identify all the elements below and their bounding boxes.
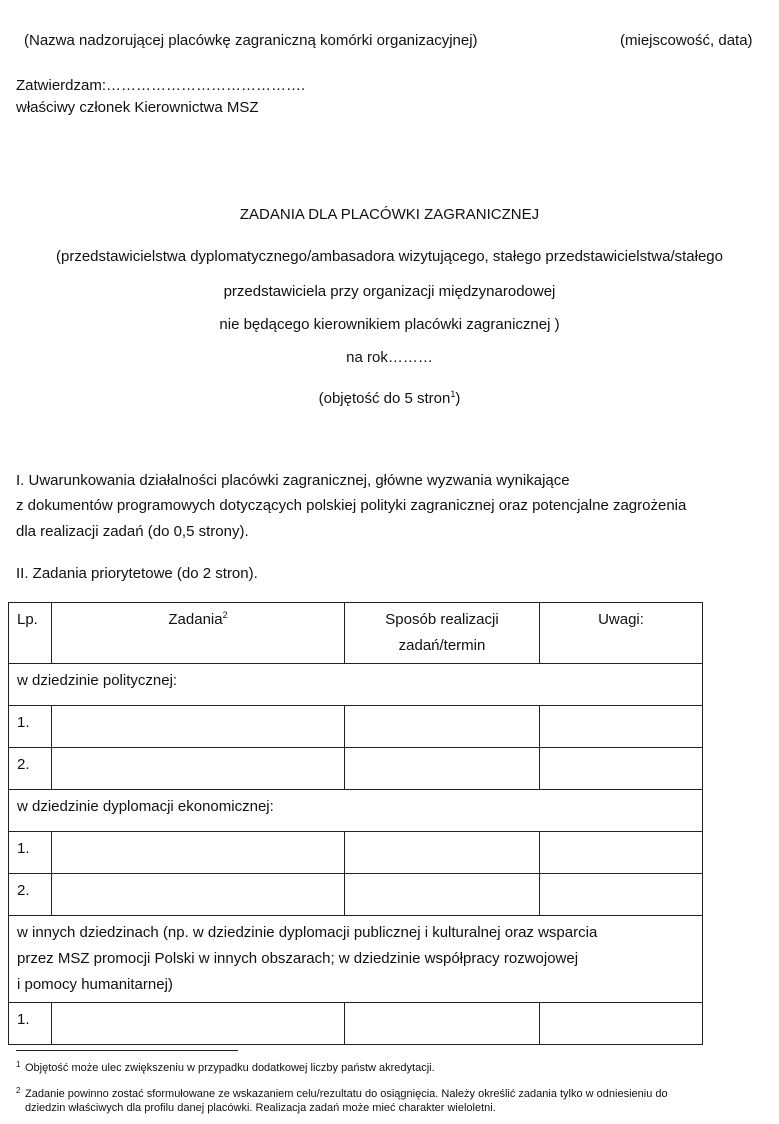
- tasks-table: [8, 602, 703, 1045]
- task-cell[interactable]: [52, 748, 345, 790]
- notes-cell[interactable]: [540, 1003, 703, 1045]
- document-title: ZADANIA DLA PLACÓWKI ZAGRANICZNEJ: [239, 206, 540, 223]
- title-volume-text: (objętość do 5 stron: [318, 390, 451, 407]
- section-economic-label: w dziedzinie dyplomacji ekonomicznej:: [9, 790, 703, 832]
- approval-role: właściwy członek Kierownictwa MSZ: [16, 99, 259, 116]
- row-number: 2.: [9, 874, 52, 916]
- section-row-other: [9, 916, 703, 1003]
- place-date-label: (miejscowość, data): [620, 32, 753, 49]
- table-row: [9, 748, 703, 790]
- footnote-1-text: Objętość może ulec zwiększeniu w przypadku dodatkowej liczby państw akredytacji.: [25, 1062, 435, 1074]
- header-notes: Uwagi:: [540, 603, 703, 664]
- method-cell[interactable]: [345, 832, 540, 874]
- header-tasks-label: Zadania: [168, 611, 223, 628]
- section-2-heading: II. Zadania priorytetowe (do 2 stron).: [16, 565, 258, 582]
- method-cell[interactable]: [345, 706, 540, 748]
- footnote-ref-2: 2: [222, 610, 228, 620]
- footnote-1-number: 1: [16, 1060, 21, 1069]
- header-method-line-1: Sposób realizacji: [385, 611, 499, 628]
- table-row: [9, 874, 703, 916]
- approval-line: Zatwierdzam:………………………………….: [16, 77, 306, 94]
- header-method: [345, 603, 540, 664]
- section-other-label: [9, 916, 703, 1003]
- section-other-line-1: w innych dziedzinach (np. w dziedzinie dyplomacji publicznej i kulturalnej oraz wsparcia: [17, 924, 598, 941]
- method-cell[interactable]: [345, 874, 540, 916]
- table-row: [9, 832, 703, 874]
- footnote-2: [16, 1087, 771, 1115]
- table-row: [9, 706, 703, 748]
- footnote-2-number: 2: [16, 1086, 21, 1095]
- title-line-3: nie będącego kierownikiem placówki zagranicznej ): [219, 316, 560, 333]
- header-lp: Lp.: [9, 603, 52, 664]
- row-number: 1.: [9, 706, 52, 748]
- section-political-label: w dziedzinie politycznej:: [9, 664, 703, 706]
- task-cell[interactable]: [52, 832, 345, 874]
- table-header-row: [9, 603, 703, 664]
- table-row: [9, 1003, 703, 1045]
- section-other-line-3: i pomocy humanitarnej): [17, 976, 173, 993]
- section-row-political: [9, 664, 703, 706]
- method-cell[interactable]: [345, 748, 540, 790]
- task-cell[interactable]: [52, 1003, 345, 1045]
- row-number: 1.: [9, 832, 52, 874]
- header-method-line-2: zadań/termin: [398, 637, 486, 654]
- notes-cell[interactable]: [540, 832, 703, 874]
- footnote-ref-1: 1: [450, 389, 456, 399]
- footnote-separator: [16, 1050, 238, 1051]
- footnote-2-line-1: Zadanie powinno zostać sformułowane ze wskazaniem celu/rezultatu do osiągnięcia. Należy określić zadania tylko w odniesieniu do: [25, 1088, 668, 1100]
- row-number: 2.: [9, 748, 52, 790]
- method-cell[interactable]: [345, 1003, 540, 1045]
- footnote-2-line-2: dziedzin właściwych dla profilu danej placówki. Realizacja zadań może mieć charakter wieloletni.: [25, 1102, 496, 1114]
- notes-cell[interactable]: [540, 706, 703, 748]
- section-other-line-2: przez MSZ promocji Polski w innych obszarach; w dziedzinie współpracy rozwojowej: [17, 950, 579, 967]
- notes-cell[interactable]: [540, 874, 703, 916]
- title-line-1: (przedstawicielstwa dyplomatycznego/ambasadora wizytującego, stałego przedstawicielstwa/stałego: [56, 248, 723, 265]
- org-unit-label: (Nazwa nadzorującej placówkę zagraniczną komórki organizacyjnej): [24, 32, 478, 49]
- section-row-economic: [9, 790, 703, 832]
- title-volume-end: ): [455, 390, 461, 407]
- row-number: 1.: [9, 1003, 52, 1045]
- section-1-line-2: z dokumentów programowych dotyczących polskiej polityki zagranicznej oraz potencjalne zagrożenia: [16, 497, 687, 514]
- title-volume: [0, 390, 779, 407]
- task-cell[interactable]: [52, 874, 345, 916]
- title-year: na rok………: [346, 349, 433, 366]
- task-cell[interactable]: [52, 706, 345, 748]
- footnote-1: [16, 1061, 771, 1075]
- section-1-line-1: I. Uwarunkowania działalności placówki zagranicznej, główne wyzwania wynikające: [16, 472, 570, 489]
- title-line-2: przedstawiciela przy organizacji międzynarodowej: [223, 283, 556, 300]
- section-1-line-3: dla realizacji zadań (do 0,5 strony).: [16, 523, 249, 540]
- notes-cell[interactable]: [540, 748, 703, 790]
- header-tasks: [52, 603, 345, 664]
